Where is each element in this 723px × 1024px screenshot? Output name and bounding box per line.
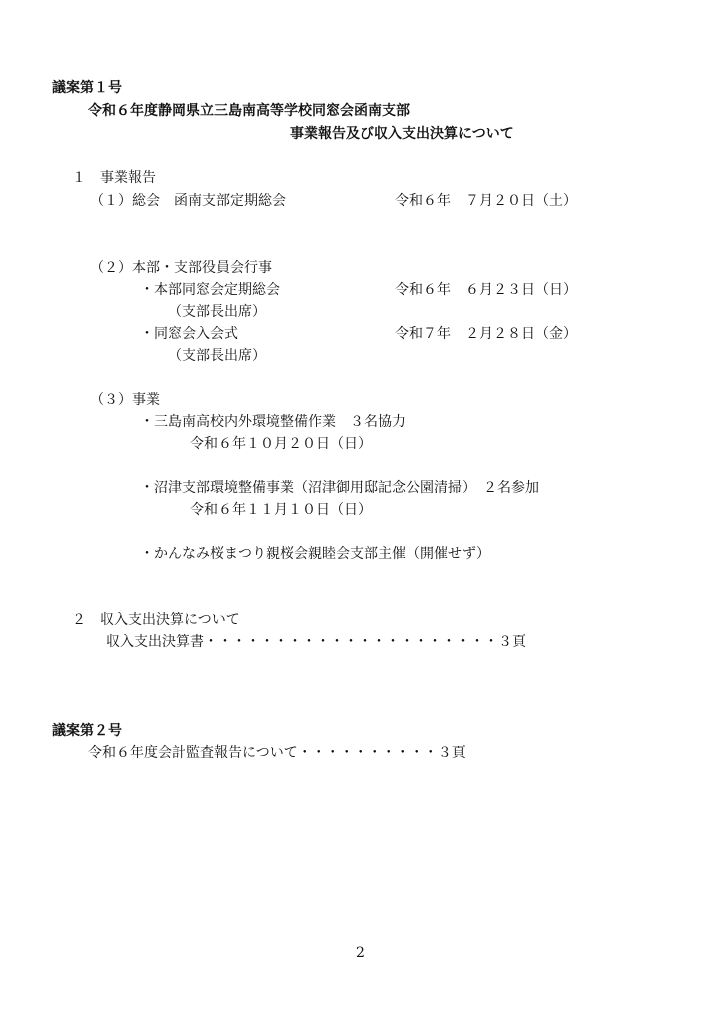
section2-toc-line: 収入支出決算書・・・・・・・・・・・・・・・・・・・・・３頁 <box>106 634 526 650</box>
item2-entry1-date: 令和６年 ６月２３日（日） <box>395 282 577 298</box>
item3-entry2-date: 令和６年１１月１０日（日） <box>190 502 372 518</box>
item3-label: （３）事業 <box>90 392 160 408</box>
item1-label: （１）総会 函南支部定期総会 <box>90 193 286 209</box>
item2-label: （２）本部・支部役員会行事 <box>90 260 272 276</box>
agenda2-toc-line: 令和６年度会計監査報告について・・・・・・・・・・３頁 <box>88 745 466 761</box>
agenda1-title-line2: 事業報告及び収入支出決算について <box>290 126 514 142</box>
item3-entry3-name: ・かんなみ桜まつり親桜会親睦会支部主催（開催せず） <box>140 546 490 562</box>
item2-entry1-note: （支部長出席） <box>168 304 266 320</box>
page-number: 2 <box>356 945 365 961</box>
agenda1-label: 議案第１号 <box>52 80 122 96</box>
item3-entry1-name: ・三島南高校内外環境整備作業 ３名協力 <box>140 414 406 430</box>
item2-entry2-date: 令和７年 ２月２８日（金） <box>395 326 577 342</box>
item1-date: 令和６年 ７月２０日（土） <box>395 193 577 209</box>
section2-heading: ２ 収入支出決算について <box>72 612 240 628</box>
item2-entry2-note: （支部長出席） <box>168 348 266 364</box>
section1-heading: １ 事業報告 <box>72 170 156 186</box>
agenda2-label: 議案第２号 <box>52 723 122 739</box>
item3-entry2-name: ・沼津支部環境整備事業（沼津御用邸記念公園清掃） ２名参加 <box>140 480 539 496</box>
item3-entry1-date: 令和６年１０月２０日（日） <box>190 436 372 452</box>
item2-entry2-name: ・同窓会入会式 <box>140 326 238 342</box>
item2-entry1-name: ・本部同窓会定期総会 <box>140 282 280 298</box>
agenda1-title-line1: 令和６年度静岡県立三島南高等学校同窓会函南支部 <box>88 103 410 119</box>
